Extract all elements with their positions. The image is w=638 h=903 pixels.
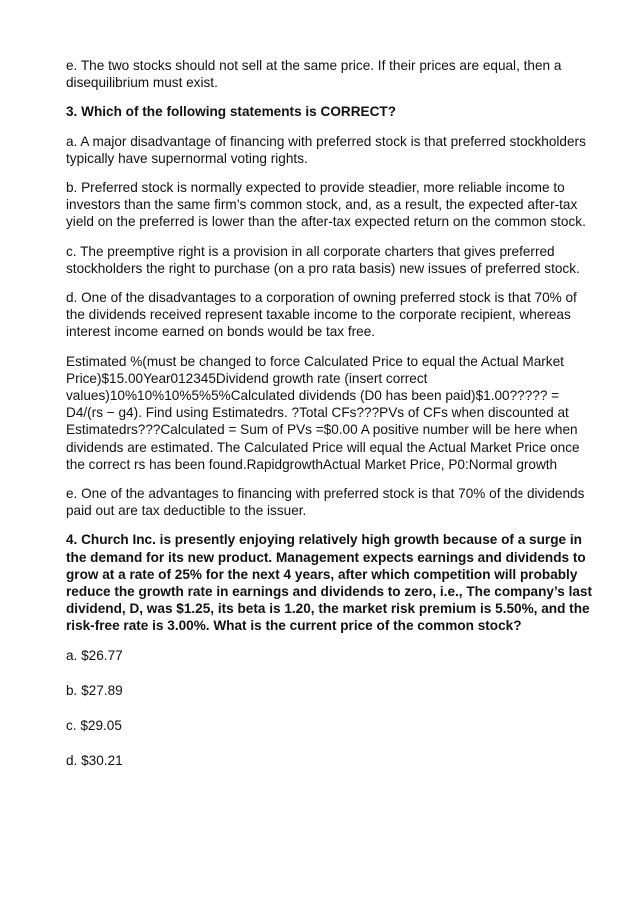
document-page	[66, 57, 596, 782]
question-4-option-d: d. $30.21	[66, 753, 123, 769]
question-3: 3. Which of the following statements is CORRECT?	[66, 104, 397, 120]
question-4-option-c: c. $29.05	[66, 718, 122, 734]
question-3-option-e: e. One of the advantages to financing with preferred stock is that 70% of the dividends paid out are tax deductible to the issuer.	[66, 486, 585, 519]
option-e-previous: e. The two stocks should not sell at the same price. If their prices are equal, then a disequilibrium must exist.	[66, 58, 562, 91]
question-4-option-b: b. $27.89	[66, 682, 123, 698]
spreadsheet-residue-paragraph: Estimated %(must be changed to force Calculated Price to equal the Actual Market Price)$15.00Year012345Dividend growth rate (insert correct values)10%10%10%5%5%Calculated dividends (D0 has been paid)$1.00????? = D4/(rs − g4). Find using Estimatedrs. ?Total CFs???PVs of CFs when discounted at Estimatedrs???Calculated = Sum of PVs =$0.00 A positive number will be here when dividends are estimated. The Calculated Price will equal the Actual Market Price once the correct rs has been found.RapidgrowthActual Market Price, P0:Normal growth	[66, 353, 580, 472]
question-3-option-a: a. A major disadvantage of financing with preferred stock is that preferred stockholders typically have supernormal voting rights.	[66, 133, 586, 166]
question-4-option-a: a. $26.77	[66, 647, 123, 663]
question-4: 4. Church Inc. is presently enjoying relatively high growth because of a surge in the demand for its new product. Management expects earnings and dividends to grow at a rate of 25% for the next 4 years, after which competition will probably reduce the growth rate in earnings and dividends to zero, i.e., The company’s last dividend, D, was $1.25, its beta is 1.20, the market risk premium is 5.50%, and the risk-free rate is 3.00%. What is the current price of the common stock?	[66, 532, 592, 634]
question-4-options	[66, 647, 596, 770]
question-3-option-c: c. The preemptive right is a provision in all corporate charters that gives preferred stockholders the right to purchase (on a pro rata basis) new issues of preferred stock.	[66, 243, 580, 276]
question-3-option-b: b. Preferred stock is normally expected to provide steadier, more reliable income to investors than the same firm’s common stock, and, as a result, the expected after-tax yield on the preferred is lower than the after-tax expected return on the common stock.	[66, 180, 586, 230]
question-3-option-d: d. One of the disadvantages to a corporation of owning preferred stock is that 70% of the dividends received represent taxable income to the corporate recipient, whereas interest income earned on bonds would be tax free.	[66, 290, 577, 340]
